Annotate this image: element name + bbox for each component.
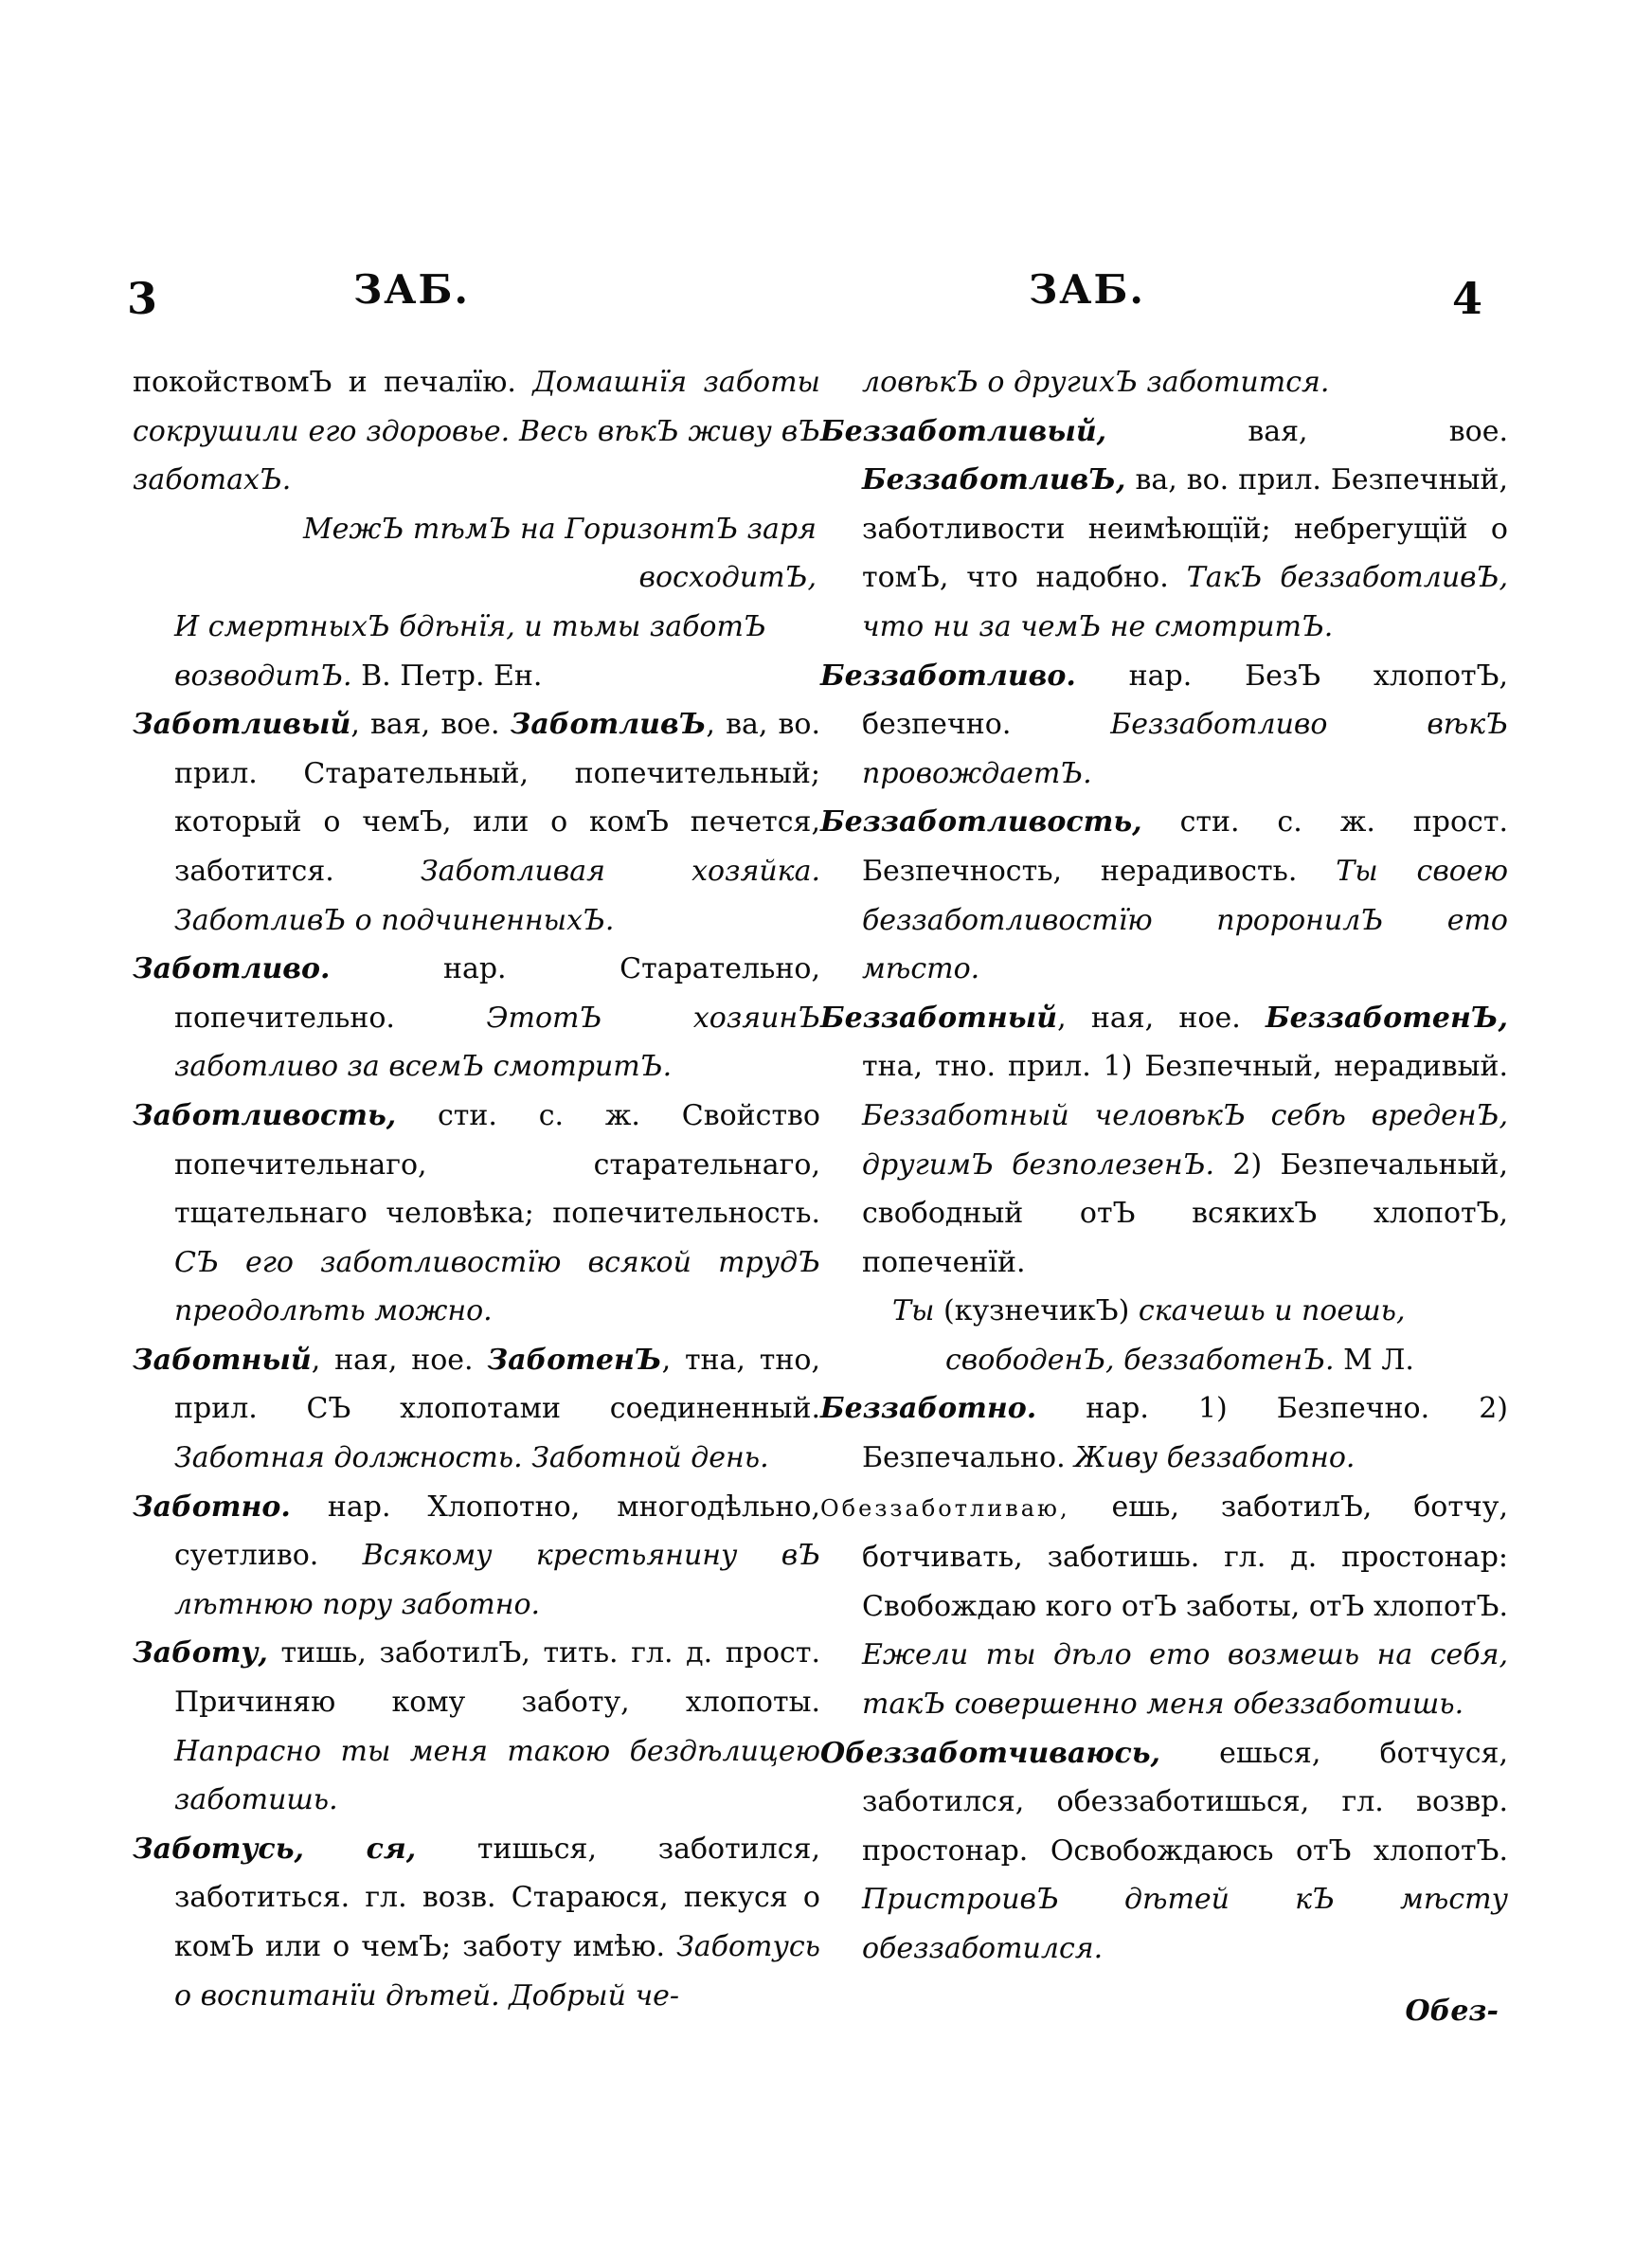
entry-example: ЭтотЪ хозяинЪ заботливо за всемЪ смотритЪ. [174, 1001, 820, 1084]
entry-headword-short: ЗаботливЪ [510, 708, 707, 742]
definition-text: покойствомЪ и печалїю. [133, 366, 516, 399]
entry-example: Беззаботливо вѣкЪ провождаетЪ. [862, 708, 1508, 790]
entry-forms: вая, вое. [1248, 414, 1508, 448]
entry-example: СЪ его заботливостїю всякой трудЪ преодолѣть можно. [174, 1245, 820, 1328]
entry-headword: Беззаботный [820, 1001, 1058, 1035]
dictionary-entry [133, 945, 820, 1092]
dictionary-entry [133, 1336, 820, 1483]
dictionary-entry [820, 407, 1508, 652]
poem-line [133, 603, 820, 700]
entry-example: Беззаботный человѣкЪ себѣ вреденЪ, другимЪ безполезенЪ. [862, 1098, 1508, 1182]
entry-example: Заботусь о воспитанїи дѣтей. Добрый че- [174, 1930, 820, 2013]
poem-line [133, 505, 820, 603]
entry-headword: Заботный [133, 1343, 312, 1377]
entry-example: Заботная должность. Заботной день. [174, 1441, 769, 1475]
entry-headword: Заботливо. [133, 952, 331, 986]
entry-definition: нар. БезЪ хлопотЪ, безпечно. [862, 659, 1508, 742]
entry-forms: , ная, ное. [311, 1343, 474, 1377]
dictionary-entry [820, 1729, 1508, 1974]
entry-definition: сти. с. ж. Свойство попечительнаго, старательнаго, тщательнаго человѣка; попечительность. [174, 1098, 820, 1231]
page-number-left: 3 [127, 273, 158, 324]
poem-line [820, 1287, 1508, 1336]
entry-definition: ешь, заботилЪ, ботчу, ботчивать, заботишь. гл. д. простонар: Свобождаю кого отЪ заботы, отЪ хлопотЪ. [862, 1490, 1508, 1623]
poem-text: свободенЪ, беззаботенЪ. [945, 1343, 1335, 1377]
dictionary-entry [133, 700, 820, 945]
left-column [133, 358, 820, 2020]
dictionary-entry [133, 1092, 820, 1336]
entry-forms: , вая, вое. [350, 708, 500, 742]
entry-definition: тишь, заботилЪ, тить. гл. д. прост. Причиняю кому заботу, хлопоты. [174, 1636, 820, 1720]
right-column [820, 358, 1508, 2035]
entry-headword: Заботно. [133, 1490, 291, 1524]
entry-definition: сти. с. ж. прост. Безпечность, нерадивость. [862, 805, 1508, 888]
entry-example: Живу беззаботно. [1074, 1441, 1356, 1475]
entry-forms: , ная, ное. [1057, 1001, 1241, 1035]
entry-example: Напрасно ты меня такою бездѣлицею заботишь. [174, 1734, 820, 1817]
entry-definition: нар. Хлопотно, многодѣльно, суетливо. [174, 1490, 820, 1573]
entry-headword: Заботусь, ся, [133, 1832, 417, 1866]
dictionary-entry [133, 1825, 820, 2020]
entry-example: ПристроивЪ дѣтей кЪ мѣсту обеззаботился. [862, 1883, 1508, 1965]
entry-definition: тишься, заботился, заботиться. гл. возв. Стараюся, пекуся о комЪ или о чемЪ; заботу имѣю. [174, 1832, 820, 1963]
running-head-left: ЗАБ. [353, 266, 471, 313]
dictionary-entry [133, 1483, 820, 1630]
entry-headword-short: ЗаботенЪ [487, 1343, 662, 1377]
catchword-line [820, 1987, 1508, 2036]
entry-example: Ты своею беззаботливостїю проронилЪ ето мѣсто. [862, 854, 1508, 986]
dictionary-entry [820, 1384, 1508, 1482]
entry-headword: Заботливый [133, 708, 351, 742]
entry-definition: тна, тно. прил. 1) Безпечный, нерадивый. [862, 1050, 1508, 1084]
entry-headword: Беззаботливость, [820, 805, 1142, 840]
entry-definition: нар. 1) Безпечно. 2) Безпечально. [862, 1392, 1508, 1475]
poem-source: В. Петр. Ен. [361, 659, 543, 693]
poem-line [820, 1336, 1508, 1385]
continuation-paragraph [820, 358, 1508, 407]
entry-example: Заботливая хозяйка. ЗаботливЪ о подчиненныхЪ. [174, 854, 820, 937]
entry-example: Всякому крестьянину вЪ лѣтнюю пору заботно. [174, 1539, 820, 1621]
dictionary-entry [820, 994, 1508, 1288]
entry-headword: Заботу, [133, 1636, 268, 1670]
entry-headword: Беззаботно. [820, 1392, 1037, 1426]
entry-headword-short: БеззаботенЪ, [1266, 1001, 1508, 1035]
entry-definition-2: 2) Безпечальный, свободный отЪ всякихЪ хлопотЪ, попеченїй. [862, 1147, 1508, 1279]
poem-text: скачешь и поешь, [1138, 1294, 1406, 1328]
entry-headword-short: БеззаботливЪ, [862, 463, 1126, 497]
entry-headword: Беззаботливый, [820, 414, 1107, 448]
entry-headword: Обеззаботчиваюсь, [820, 1736, 1160, 1770]
page-number-right: 4 [1452, 273, 1483, 324]
entry-definition: ва, во. прил. Безпечный, заботливости неимѣющїй; небрегущїй о томЪ, что надобно. [862, 463, 1508, 595]
entry-headword: Обеззаботливаю, [820, 1494, 1070, 1522]
entry-definition: , ва, во. прил. Старательный, попечительный; который о чемЪ, или о комЪ печется, заботится. [174, 708, 820, 888]
entry-headword: Беззаботливо. [820, 659, 1076, 693]
dictionary-entry [820, 1483, 1508, 1729]
dictionary-entry [820, 798, 1508, 993]
entry-definition: ешься, ботчуся, заботился, обеззаботишься, гл. возвр. простонар. Освобождаюсь отЪ хлопотЪ. [862, 1736, 1508, 1868]
poem-aside: (кузнечикЪ) [943, 1294, 1130, 1328]
example-text: Домашнїя заботы сокрушили его здоровье. Весь вѣкЪ живу вЪ заботахЪ. [133, 366, 820, 497]
poem-source: М Л. [1343, 1343, 1414, 1377]
catchword: Обез- [1405, 1994, 1499, 2028]
entry-example: ТакЪ беззаботливЪ, что ни за чемЪ не смотритЪ. [862, 561, 1508, 643]
entry-definition: нар. Старательно, попечительно. [174, 952, 820, 1035]
continuation-paragraph [133, 358, 820, 505]
poem-text: МежЪ тѣмЪ на ГоризонтЪ заря восходитЪ, [302, 512, 817, 595]
dictionary-entry [133, 1629, 820, 1824]
running-head-right: ЗАБ. [1029, 266, 1146, 313]
poem-text: И смертныхЪ бдѣнїя, и тьмы заботЪ возводитЪ. [174, 609, 766, 693]
poem-text: Ты [892, 1294, 935, 1328]
entry-example: Ежели ты дѣло ето возмешь на себя, такЪ совершенно меня обеззаботишь. [862, 1638, 1508, 1722]
entry-definition: , тна, тно, прил. СЪ хлопотами соединенный. [174, 1343, 820, 1426]
entry-headword: Заботливость, [133, 1098, 397, 1132]
example-text: ловѣкЪ о другихЪ заботится. [862, 366, 1330, 399]
dictionary-entry [820, 652, 1508, 799]
